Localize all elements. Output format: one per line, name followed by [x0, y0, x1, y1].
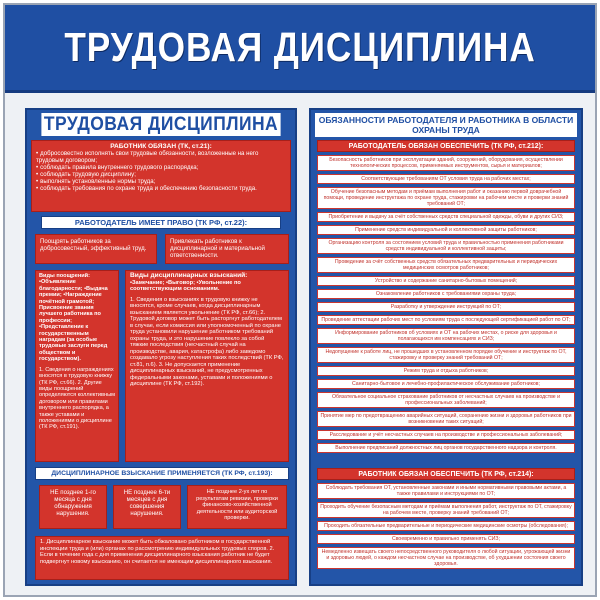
incentives-box: [35, 270, 119, 462]
worker-duties-heading: РАБОТНИК ОБЯЗАН (ТК, ст.21):: [110, 143, 212, 150]
penalties-heading: Виды дисциплинарных взысканий:: [130, 272, 248, 279]
list-item: • соблюдать трудовую дисциплину;: [36, 171, 286, 178]
list-item: Проходить обучение безопасным методам и приёмам выполнения работ, инструктаж по ОТ, стажировку на рабочем месте, проверку знаний требований ОТ;: [317, 502, 575, 518]
appeal-note-box: 1. Дисциплинарное взыскание может быть обжаловано работником в государственной инспекции труда и (или) органах по рассмотрению индивидуальных трудовых споров. 2. Если в течение года с дня применения дисциплинарного взыскания работник не будет подвергнут новому взысканию, он считается не имеющим дисциплинарного взыскания.: [35, 536, 289, 580]
list-item: • добросовестно исполнять свои трудовые обязанности, возложенные на него трудовым договором;: [36, 150, 286, 164]
list-item: • выполнять установленные нормы труда;: [36, 178, 286, 185]
list-item: Выполнение предписаний должностных лиц органов государственного надзора и контроля.: [317, 443, 575, 453]
list-item: Принятие мер по предотвращению аварийных ситуаций, сохранению жизни и здоровья работников при возникновении таких ситуаций;: [317, 411, 575, 427]
list-item: Информирование работников об условиях и ОТ на рабочих местах, о риске для здоровья и полагающихся им компенсациях и СИЗ;: [317, 328, 575, 344]
list-item: Ознакомление работников с требованиями охраны труда;: [317, 289, 575, 299]
poster: [3, 3, 597, 597]
list-item: Организацию контроля за состоянием условий труда и правильностью применения работниками средств индивидуальной и коллективной защиты;: [317, 238, 575, 254]
list-item: Обучение безопасным методам и приёмам выполнения работ и оказанию первой доврачебной помощи, проведение инструктажа по охране труда, стажировки на рабочем месте и проверки знаний требований ОТ;: [317, 187, 575, 209]
list-item: Устройство и содержание санитарно-бытовых помещений;: [317, 276, 575, 286]
penalty-applied-heading: ДИСЦИПЛИНАРНОЕ ВЗЫСКАНИЕ ПРИМЕНЯЕТСЯ (ТК РФ, ст.193):: [35, 467, 289, 480]
incentives-list: •Объявление благодарности; •Выдача премии; •Награждение почётной грамотой; Присвоение звания лучшего работника по профессии; •Представление к государственным наградам (за особые трудовые заслуги перед обществом и государством).: [39, 279, 108, 363]
list-item: • соблюдать требования по охране труда и обеспечению безопасности труда.: [36, 185, 286, 192]
left-panel: [25, 108, 297, 586]
list-item: Проведение за счёт собственных средств обязательных предварительных и периодических медицинских осмотров работников;: [317, 257, 575, 273]
list-item: Проходить обязательные предварительные и периодические медицинские осмотры (обследования);: [317, 521, 575, 531]
right-panel: [309, 108, 583, 586]
list-item: Применение средств индивидуальной и коллективной защиты работников;: [317, 225, 575, 235]
penalties-list: •Замечание; •Выговор; •Увольнение по соответствующим основаниям.: [130, 279, 241, 292]
list-item: Соблюдать требования ОТ, установленные законами и иными нормативными правовыми актами, а также правилами и инструкциями по ОТ;: [317, 483, 575, 499]
penalties-note: 1. Сведения о взысканиях в трудовую книжку не вносятся, кроме случаев, когда дисциплинарным взысканием является увольнение (ТК РФ, ст.66); 2. Трудовой договор может быть расторгнут работодателем в случае, если комиссия или уполномоченный по охране труда установили нарушение работником требований охраны труда, и это нарушение повлекло за собой тяжкие последствия (несчастный случай на производстве, авария, катастрофа) либо заведомо создавало угрозу наступления таких последствий (ТК РФ, ст.81, п.6). 3. Не допускается применение дисциплинарных взысканий, не предусмотренных федеральными законами, уставами и положениями о дисциплине (ТК РФ, ст.192).: [130, 296, 284, 387]
deadline-six-months: НЕ позднее 6-ти месяцев с дня совершения нарушения.: [113, 485, 181, 529]
poster-title: ТРУДОВАЯ ДИСЦИПЛИНА: [64, 24, 536, 70]
list-item: Разработку и утверждение инструкций по ОТ;: [317, 302, 575, 312]
penalties-box: [125, 270, 289, 462]
left-panel-title: ТРУДОВАЯ ДИСЦИПЛИНА: [41, 113, 280, 136]
list-item: • соблюдать правила внутреннего трудового распорядка;: [36, 164, 286, 171]
poster-banner: [5, 5, 595, 93]
list-item: Немедленно извещать своего непосредственного руководителя о любой ситуации, угрожающей жизни и здоровью людей, о каждом несчастном случае на производстве, об ухудшении состояния своего здоровья.: [317, 547, 575, 569]
employer-rights-heading: РАБОТОДАТЕЛЬ ИМЕЕТ ПРАВО (ТК РФ, ст.22):: [41, 216, 281, 229]
list-item: Обязательное социальное страхование работников от несчастных случаев на производстве и профессиональных заболеваний;: [317, 392, 575, 408]
list-item: Расследование и учёт несчастных случаев на производстве и профессиональных заболеваний;: [317, 430, 575, 440]
worker-duties-list: [36, 150, 286, 192]
worker-ot-duties-list: [317, 483, 575, 569]
worker-duties-box: [31, 140, 291, 212]
list-item: Своевременно и правильно применять СИЗ;: [317, 534, 575, 544]
list-item: Недопущение к работе лиц, не прошедших в установленном порядке обучение и инструктаж по ОТ, стажировку и проверку знаний требований ОТ;: [317, 347, 575, 363]
deadline-one-month: НЕ позднее 1-го месяца с дня обнаружения нарушения.: [39, 485, 107, 529]
worker-duties-section: [317, 468, 575, 572]
list-item: Приобретение и выдачу за счёт собственных средств специальной одежды, обуви и других СИЗ;: [317, 212, 575, 222]
list-item: Режим труда и отдыха работников;: [317, 366, 575, 376]
incentives-note: 1. Сведения о награждениях вносятся в трудовую книжку (ТК РФ, ст.66). 2. Другие виды поощрений определяются коллективным договором или правилами внутреннего распорядка, а также уставами и положениями о дисциплине (ТК РФ, ст.191).: [39, 366, 115, 431]
employer-duties-heading: РАБОТОДАТЕЛЬ ОБЯЗАН ОБЕСПЕЧИТЬ (ТК РФ, ст.212):: [317, 140, 575, 152]
employer-duties-section: [317, 140, 575, 456]
right-panel-title: ОБЯЗАННОСТИ РАБОТОДАТЕЛЯ И РАБОТНИКА В ОБЛАСТИ ОХРАНЫ ТРУДА: [315, 113, 577, 137]
list-item: Проведение аттестации рабочих мест по условиям труда с последующей сертификацией работ по ОТ;: [317, 315, 575, 325]
list-item: Безопасность работников при эксплуатации зданий, сооружений, оборудования, осуществлении технологических процессов, применяемых инструментов, сырья и материалов;: [317, 155, 575, 171]
employer-right-discipline: Привлекать работников к дисциплинарной и материальной ответственности.: [165, 234, 289, 264]
incentives-heading: Виды поощрений:: [39, 273, 90, 279]
list-item: Санитарно-бытовое и лечебно-профилактическое обслуживание работников;: [317, 379, 575, 389]
employer-right-reward: Поощрять работников за добросовестный, эффективный труд.: [35, 234, 157, 264]
employer-duties-list: [317, 155, 575, 453]
list-item: Соответствующие требованиям ОТ условия труда на рабочих местах;: [317, 174, 575, 184]
deadline-two-years: НЕ позднее 2-ух лет по результатам ревизии, проверки финансово-хозяйственной деятельности или аудиторской проверки.: [187, 485, 287, 529]
worker-ot-duties-heading: РАБОТНИК ОБЯЗАН ОБЕСПЕЧИТЬ (ТК РФ, ст.214):: [317, 468, 575, 480]
